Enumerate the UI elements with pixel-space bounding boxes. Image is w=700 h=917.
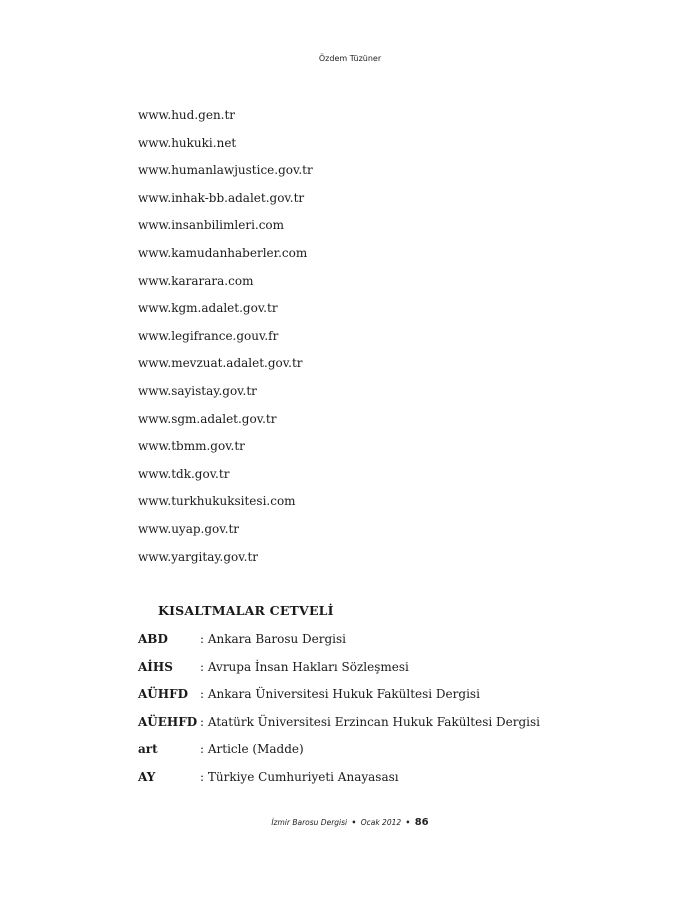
issue-date: Ocak 2012 [360, 818, 402, 827]
abbreviation-term: art [138, 742, 158, 757]
link-item[interactable]: www.humanlawjustice.gov.tr [138, 163, 313, 178]
link-item[interactable]: www.kgm.adalet.gov.tr [138, 301, 278, 316]
link-item[interactable]: www.hukuki.net [138, 135, 237, 150]
abbreviation-definition: : Avrupa İnsan Hakları Sözleşmesi [200, 659, 409, 674]
abbreviation-row [138, 658, 540, 686]
abbreviation-row [138, 630, 540, 658]
abbreviation-row [138, 713, 540, 741]
abbreviation-row [138, 740, 540, 768]
abbreviation-row [138, 768, 540, 796]
link-item[interactable]: www.kamudanhaberler.com [138, 245, 308, 260]
page-number: 86 [414, 817, 429, 828]
web-sources-list [138, 106, 313, 575]
link-item[interactable]: www.uyap.gov.tr [138, 521, 239, 536]
abbreviation-definition: : Türkiye Cumhuriyeti Anayasası [200, 769, 399, 784]
link-item[interactable]: www.tbmm.gov.tr [138, 439, 245, 454]
abbreviation-definition: : Ankara Üniversitesi Hukuk Fakültesi Dergisi [200, 687, 480, 702]
abbreviation-definition: : Atatürk Üniversitesi Erzincan Hukuk Fakültesi Dergisi [200, 714, 540, 729]
running-footer [0, 817, 700, 828]
abbreviation-term: AİHS [138, 659, 173, 674]
abbreviation-row [138, 685, 540, 713]
abbreviation-definition: : Ankara Barosu Dergisi [200, 632, 346, 646]
link-item[interactable]: www.mevzuat.adalet.gov.tr [138, 356, 303, 371]
section-title: KISALTMALAR CETVELİ [158, 603, 334, 618]
link-item[interactable]: www.yargitay.gov.tr [138, 549, 259, 564]
abbreviation-term: AÜEHFD [138, 714, 198, 729]
link-item[interactable]: www.inhak-bb.adalet.gov.tr [138, 190, 305, 205]
link-item[interactable]: www.kararara.com [138, 273, 254, 288]
running-header: Özdem Tüzüner [318, 54, 382, 63]
link-item[interactable]: www.tdk.gov.tr [138, 466, 230, 481]
journal-name: İzmir Barosu Dergisi [271, 818, 348, 827]
abbreviation-term: ABD [138, 632, 168, 646]
link-item[interactable]: www.legifrance.gouv.fr [138, 328, 279, 343]
footer-separator: • [351, 818, 357, 827]
abbreviations-list [138, 630, 540, 796]
footer-separator: • [405, 818, 411, 827]
link-item[interactable]: www.turkhukuksitesi.com [138, 494, 296, 509]
link-item[interactable]: www.insanbilimleri.com [138, 218, 285, 233]
abbreviation-definition: : Article (Madde) [200, 742, 304, 757]
link-item[interactable]: www.sayistay.gov.tr [138, 383, 257, 398]
link-item[interactable]: www.sgm.adalet.gov.tr [138, 411, 277, 426]
abbreviation-term: AÜHFD [138, 687, 189, 702]
abbreviation-term: AY [138, 769, 156, 784]
link-item[interactable]: www.hud.gen.tr [138, 108, 236, 122]
